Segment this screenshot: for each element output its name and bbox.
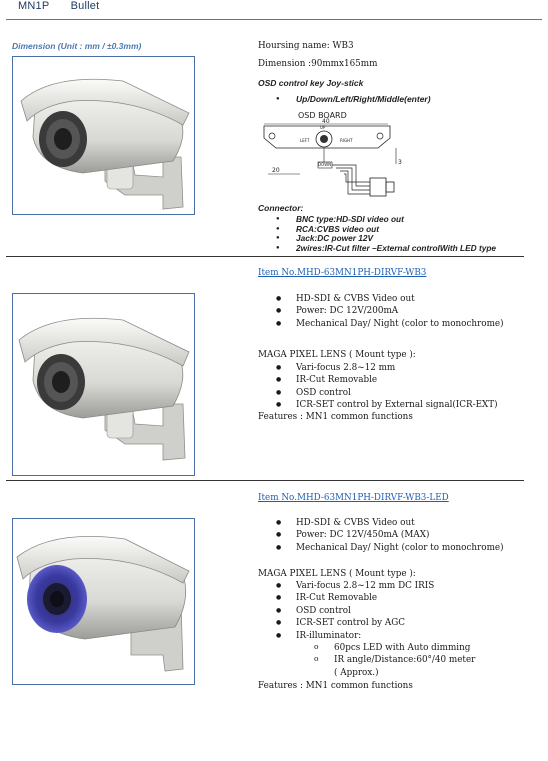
lens-list-2 [296, 580, 434, 642]
ir-item: o 60pcs LED with Auto dimming [334, 642, 475, 654]
lens-item: ● ICR-SET control by External signal(ICR-EXT) [296, 399, 498, 411]
page-header [18, 0, 117, 12]
housing-name: Hoursing name: WB3 [258, 41, 354, 51]
lens-title-1: MAGA PIXEL LENS ( Mount type ): [258, 350, 416, 360]
osd-board-diagram [260, 108, 405, 198]
spec-list-2 [296, 517, 504, 554]
item-number-link-2[interactable]: Item No.MHD-63MN1PH-DIRVF-WB3-LED [258, 493, 449, 503]
lens-list-1 [296, 362, 498, 412]
osd-title: OSD control key Joy-stick [258, 78, 364, 88]
camera-image-3 [12, 518, 195, 685]
features-1: Features : MN1 common functions [258, 412, 413, 422]
lens-item: ● OSD control [296, 605, 434, 617]
diagram-dim-3: 3 [398, 159, 402, 166]
dimension-note: Dimension (Unit : mm / ±0.3mm) [12, 41, 142, 51]
spec-item: ● HD-SDI & CVBS Video out [296, 517, 504, 529]
camera-type: Bullet [70, 0, 100, 12]
connector-list [296, 215, 496, 253]
housing-dimension: Dimension :90mmx165mm [258, 59, 378, 69]
camera-image-1 [12, 56, 195, 215]
spec-item: ● Mechanical Day/ Night (color to monochrome) [296, 542, 504, 554]
diagram-width-label: 40 [322, 118, 330, 125]
camera-image-2 [12, 293, 195, 476]
connector-title: Connector: [258, 203, 304, 213]
spec-item: ● HD-SDI & CVBS Video out [296, 293, 504, 305]
header-rule [6, 19, 542, 20]
ir-item: o IR angle/Distance:60°/40 meter [334, 654, 475, 666]
lens-item: ● ICR-SET control by AGC [296, 617, 434, 629]
lens-item: ● Vari-focus 2.8~12 mm [296, 362, 498, 374]
diagram-up: UP [320, 125, 326, 130]
section-divider-1 [6, 256, 524, 257]
lens-title-2: MAGA PIXEL LENS ( Mount type ): [258, 569, 416, 579]
lens-item: ● IR-illuminator: [296, 630, 434, 642]
connector-item: ● Jack:DC power 12V [296, 234, 496, 244]
connector-item: ● RCA:CVBS video out [296, 225, 496, 235]
spec-item: ● Mechanical Day/ Night (color to monochrome) [296, 318, 504, 330]
lens-item: ● IR-Cut Removable [296, 374, 498, 386]
ir-approx: ( Approx.) [334, 668, 379, 678]
spec-list-1 [296, 293, 504, 330]
diagram-dim-20: 20 [272, 167, 280, 174]
section-divider-2 [6, 480, 524, 481]
diagram-down: DOWN [318, 162, 332, 167]
lens-item: ● Vari-focus 2.8~12 mm DC IRIS [296, 580, 434, 592]
connector-item: ● BNC type:HD-SDI video out [296, 215, 496, 225]
osd-list [296, 93, 431, 105]
diagram-board-label: OSD BOARD [298, 111, 347, 120]
lens-item: ● IR-Cut Removable [296, 592, 434, 604]
spec-item: ● Power: DC 12V/200mA [296, 305, 504, 317]
features-2: Features : MN1 common functions [258, 681, 413, 691]
diagram-left: LEFT [300, 138, 310, 143]
ir-list [334, 642, 475, 667]
osd-item: ● Up/Down/Left/Right/Middle(enter) [296, 93, 431, 105]
item-number-link-1[interactable]: Item No.MHD-63MN1PH-DIRVF-WB3 [258, 268, 427, 278]
connector-item: ● 2wires:IR-Cut filter –External controlWith LED type [296, 244, 496, 254]
spec-item: ● Power: DC 12V/450mA (MAX) [296, 529, 504, 541]
diagram-right: RIGHT [340, 138, 353, 143]
lens-item: ● OSD control [296, 387, 498, 399]
model-name: MN1P [18, 0, 50, 12]
